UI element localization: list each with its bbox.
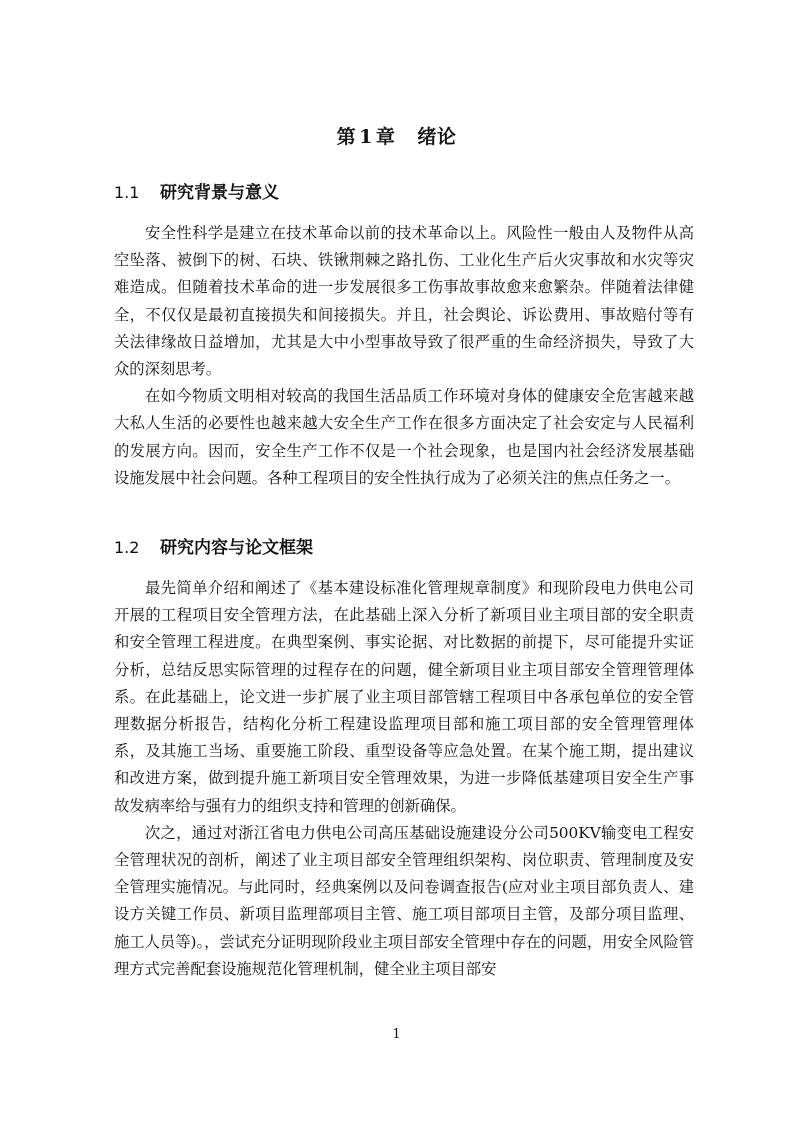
section-heading (114, 180, 694, 206)
paragraph: 最先简单介绍和阐述了《基本建设标准化管理规章制度》和现阶段电力供电公司开展的工程项目安全管理方法，在此基础上深入分析了新项目业主项目部的安全职责和安全管理工程进度。在典型案例、事实论据、对比数据的前提下，尽可能提升实证分析，总结反思实际管理的过程存在的问题，健全新项目业主项目部安全管理管理体系。在此基础上，论文进一步扩展了业主项目部管辖工程项目中各承包单位的安全管理数据分析报告，结构化分析工程建设监理项目部和施工项目部的安全管理管理体系，及其施工当场、重要施工阶段、重型设备等应急处置。在某个施工期，提出建议和改进方案，做到提升施工新项目安全管理效果，为进一步降低基建项目安全生产事故发病率给与强有力的组织支持和管理的创新确保。 (114, 579, 694, 815)
section-number: 1.2 (114, 538, 140, 557)
paragraph: 安全性科学是建立在技术革命以前的技术革命以上。风险性一般由人及物件从高空坠落、被倒下的树、石块、铁锹荆棘之路扎伤、工业化生产后火灾事故和水灾等灾难造成。但随着技术革命的进一步发展很多工伤事故事故愈来愈繁杂。伴随着法律健全，不仅仅是最初直接损失和间接损失。并且，社会舆论、诉讼费用、事故赔付等有关法律缘故日益增加，尤其是大中小型事故导致了很严重的生命经济损失，导致了大众的深刻思考。 (114, 224, 694, 379)
section-1-1 (114, 180, 694, 492)
chapter-title (0, 122, 793, 149)
chapter-number: 1 (359, 126, 373, 148)
section-heading (114, 535, 694, 561)
section-body (114, 220, 694, 492)
section-body (114, 575, 694, 983)
paragraph: 次之，通过对浙江省电力供电公司高压基础设施建设分公司500KV输变电工程安全管理状况的剖析，阐述了业主项目部安全管理组织架构、岗位职责、管理制度及安全管理实施情况。与此同时，经典案例以及问卷调查报告(应对业主项目部负责人、建设方关键工作员、新项目监理部项目主管、施工项目部项目主管，及部分项目监理、施工人员等)。，尝试充分证明现阶段业主项目部安全管理中存在的问题，用安全风险管理方式完善配套设施规范化管理机制，健全业主项目部安 (114, 823, 694, 978)
chapter-suffix: 章 (375, 126, 396, 148)
section-1-2 (114, 535, 694, 983)
section-title: 研究背景与意义 (160, 183, 279, 203)
page-number: 1 (392, 1027, 401, 1042)
section-title: 研究内容与论文框架 (160, 538, 313, 558)
section-number: 1.1 (114, 183, 140, 202)
paragraph: 在如今物质文明相对较高的我国生活品质工作环境对身体的健康安全危害越来越大私人生活的必要性也越来越大安全生产工作在很多方面决定了社会安定与人民福利的发展方向。因而，安全生产工作不仅是一个社会现象，也是国内社会经济发展基础设施发展中社会问题。各种工程项目的安全性执行成为了必须关注的焦点任务之一。 (114, 387, 694, 487)
chapter-prefix: 第 (336, 126, 357, 148)
chapter-name: 绪论 (417, 126, 457, 148)
